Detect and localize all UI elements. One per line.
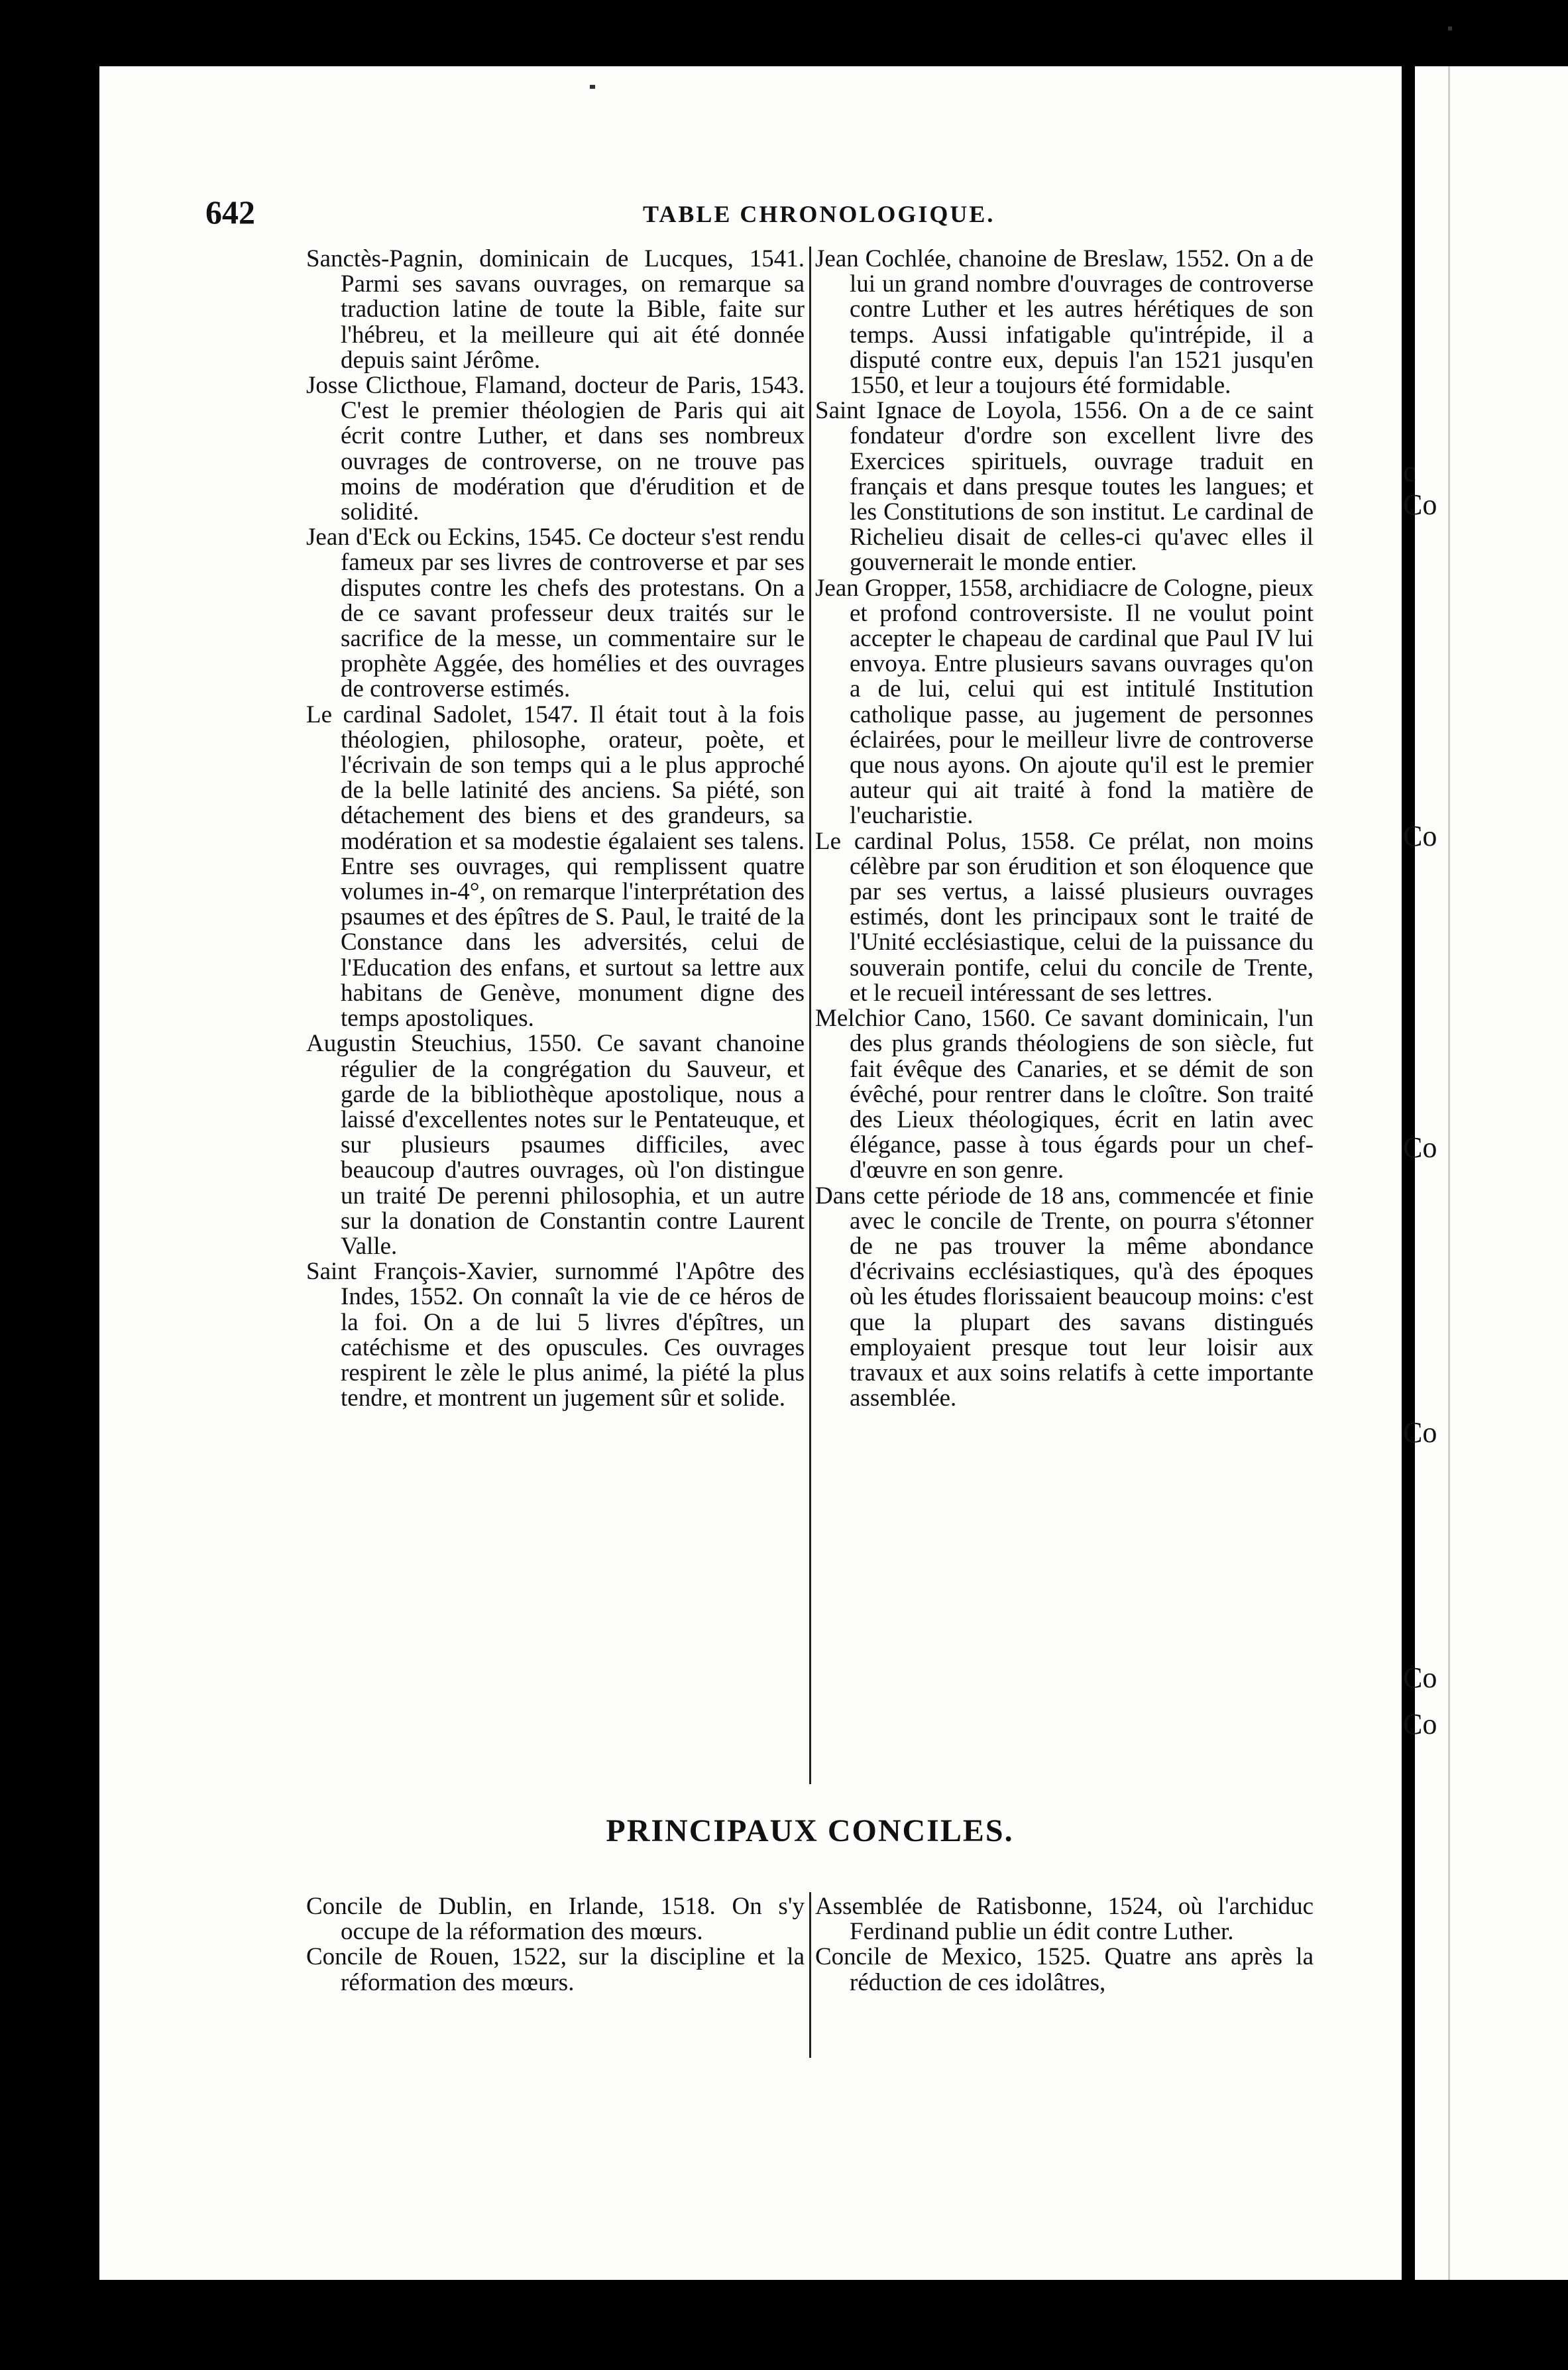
entry: Augustin Steuchius, 1550. Ce savant chanoine régulier de la congrégation du Sauveur, et garde de la bibliothèque apostolique, nous a laissé d'excellentes notes sur le Pentateuque, et sur plusieurs psaumes difficiles, avec beaucoup d'autres ouvrages, où l'on distingue un traité De perenni philosophia, et un autre sur la donation de Constantin contre Laurent Valle. xyxy=(306,1030,805,1260)
right-column xyxy=(815,247,1314,1411)
running-title: TABLE CHRONOLOGIQUE. xyxy=(643,201,995,227)
entry: Josse Clicthoue, Flamand, docteur de Paris, 1543. C'est le premier théologien de Paris qui ait écrit contre Luther, et dans ses nombreux ouvrages de controverse, on ne trouve pas moins de modération que d'érudition et de solidité. xyxy=(306,372,805,526)
facing-fragment: Co xyxy=(1403,488,1437,521)
entry: Saint François-Xavier, surnommé l'Apôtre des Indes, 1552. On connaît la vie de ce héros de la foi. On a de lui 5 livres d'épîtres, un catéchisme et des opuscules. Ces ouvrages respirent le zèle le plus animé, la piété la plus tendre, et montrent un jugement sûr et solide. xyxy=(306,1258,805,1412)
facing-fragment: Co xyxy=(1403,820,1437,852)
facing-page-edge xyxy=(1403,66,1568,2280)
entry: Le cardinal Polus, 1558. Ce prélat, non moins célèbre par son érudition et son éloquence que par ses vertus, a laissé plusieurs ouvrages estimés, dont les principaux sont le traité de l'Unité ecclésiastique, celui de la puissance du souverain pontife, celui du concile de Trente, et le recueil intéressant de ses lettres. xyxy=(815,827,1314,1007)
left-column xyxy=(306,247,805,1411)
page-number: 642 xyxy=(205,194,255,231)
column-rule xyxy=(809,1892,811,2058)
council-entry: Concile de Rouen, 1522, sur la discipline et la réformation des mœurs. xyxy=(306,1943,805,1996)
councils-left-column xyxy=(306,1894,805,1996)
entry: Jean Cochlée, chanoine de Breslaw, 1552. On a de lui un grand nombre d'ouvrages de controverse contre Luther et les autres hérétiques de son temps. Aussi infatigable qu'intrépide, il a disputé contre eux, depuis l'an 1521 jusqu'en 1550, et leur a toujours été formidable. xyxy=(815,245,1314,400)
facing-fragment: Co xyxy=(1403,1131,1437,1164)
entry: Melchior Cano, 1560. Ce savant dominicain, l'un des plus grands théologiens de son siècle, fut fait évêque des Canaries, et se démit de son évêché, pour rentrer dans le cloître. Son traité des Lieux théologiques, écrit en latin avec élégance, passe à tous égards pour un chef-d'œuvre en son genre. xyxy=(815,1005,1314,1184)
facing-fragment: Co xyxy=(1403,1416,1437,1449)
councils-right-column xyxy=(815,1894,1314,1996)
entry: Jean Gropper, 1558, archidiacre de Cologne, pieux et profond controversiste. Il ne voulut point accepter le chapeau de cardinal que Paul IV lui envoya. Entre plusieurs savans ouvrages qu'on a de lui, celui qui est intitulé Institution catholique passe, au jugement de personnes éclairées, pour le meilleur livre de controverse que nous ayons. On ajoute qu'il est le premier auteur qui ait traité à fond la matière de l'eucharistie. xyxy=(815,574,1314,830)
gutter-line xyxy=(1448,66,1450,2280)
speck xyxy=(1448,27,1452,30)
entry: Le cardinal Sadolet, 1547. Il était tout à la fois théologien, philosophe, orateur, poète, et l'écrivain de son temps qui a le plus approché de la belle latinité des anciens. Sa piété, son détachement des biens et des grandeurs, sa modération et sa modestie égalaient ses talens. Entre ses ouvrages, qui remplissent quatre volumes in-4°, on remarque l'interprétation des psaumes et des épîtres de S. Paul, le traité de la Constance dans les adversités, celui de l'Education des enfans, et surtout sa lettre aux habitans de Genève, monument digne des temps apostoliques. xyxy=(306,701,805,1033)
facing-fragment: Co xyxy=(1403,1708,1437,1740)
council-entry: Concile de Dublin, en Irlande, 1518. On s'y occupe de la réformation des mœurs. xyxy=(306,1893,805,1946)
facing-fragment: Co xyxy=(1403,1662,1437,1694)
facing-fragment: c xyxy=(1403,455,1416,488)
entry: Dans cette période de 18 ans, commencée et finie avec le concile de Trente, on pourra s'étonner de ne pas trouver la même abondance d'écrivains ecclésiastiques, qu'à des époques où les études florissaient beaucoup moins: c'est que la plupart des savans distingués employaient presque tout leur loisir aux travaux et aux soins relatifs à cette importante assemblée. xyxy=(815,1182,1314,1412)
entry: Jean d'Eck ou Eckins, 1545. Ce docteur s'est rendu fameux par ses livres de controverse et par ses disputes contre les chefs des protestans. On a de ce savant professeur deux traités sur le sacrifice de la messe, un commentaire sur le prophète Aggée, des homélies et des ouvrages de controverse estimés. xyxy=(306,524,805,703)
column-rule xyxy=(809,247,811,1784)
page-header xyxy=(205,192,1325,232)
entry: Saint Ignace de Loyola, 1556. On a de ce saint fondateur d'ordre son excellent livre des Exercices spirituels, ouvrage traduit en français et dans presque toutes les langues; et les Constitutions de son institut. Le cardinal de Richelieu disait de celles-ci qu'avec elles il gouvernerait le monde entier. xyxy=(815,397,1314,577)
council-entry: Concile de Mexico, 1525. Quatre ans après la réduction de ces idolâtres, xyxy=(815,1943,1314,1996)
entry: Sanctès-Pagnin, dominicain de Lucques, 1541. Parmi ses savans ouvrages, on remarque sa traduction latine de toute la Bible, faite sur l'hébreu, et la meilleure qui ait été donnée depuis saint Jérôme. xyxy=(306,245,805,374)
section-title: PRINCIPAUX CONCILES. xyxy=(606,1813,1014,1848)
speck xyxy=(590,85,595,89)
council-entry: Assemblée de Ratisbonne, 1524, où l'archiduc Ferdinand publie un édit contre Luther. xyxy=(815,1893,1314,1946)
